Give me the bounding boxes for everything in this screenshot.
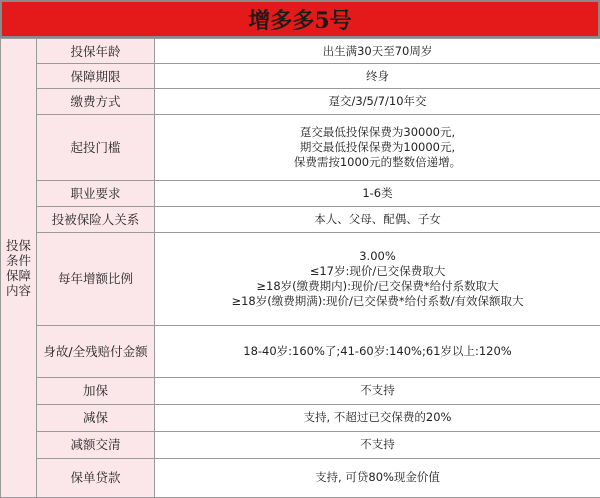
row-value xyxy=(155,64,600,89)
row-label: 职业要求 xyxy=(37,181,155,207)
row-value xyxy=(155,325,600,377)
table-row xyxy=(1,64,600,89)
table-row xyxy=(1,207,600,233)
row-label: 投保年龄 xyxy=(37,39,155,64)
table-row xyxy=(1,431,600,458)
table-row xyxy=(1,325,600,377)
value-line: 终身 xyxy=(366,68,389,83)
value-line: 1-6类 xyxy=(362,186,393,201)
value-line: 趸交最低投保保费为30000元, xyxy=(299,125,456,140)
table-row xyxy=(1,89,600,115)
row-value xyxy=(155,404,600,431)
row-label: 减保 xyxy=(37,404,155,431)
row-label: 起投门槛 xyxy=(37,115,155,181)
value-line: ≥18岁(缴费期满):现价/已交保费*给付系数/有效保额取大 xyxy=(231,293,524,308)
value-line: 本人、父母、配偶、子女 xyxy=(314,212,441,227)
row-label: 保单贷款 xyxy=(37,458,155,497)
row-value xyxy=(155,181,600,207)
table-row xyxy=(1,181,600,207)
row-label: 保障期限 xyxy=(37,64,155,89)
table-row xyxy=(1,233,600,325)
table-row xyxy=(1,458,600,497)
row-value xyxy=(155,233,600,325)
spec-table xyxy=(0,38,600,498)
value-line: 期交最低投保保费为10000元, xyxy=(299,140,456,155)
value-line: 18-40岁:160%了;41-60岁:140%;61岁以上:120% xyxy=(243,343,512,358)
row-value xyxy=(155,431,600,458)
row-label: 每年增额比例 xyxy=(37,233,155,325)
row-label: 加保 xyxy=(37,377,155,404)
row-value xyxy=(155,115,600,181)
row-label: 投被保险人关系 xyxy=(37,207,155,233)
row-value xyxy=(155,89,600,115)
row-value xyxy=(155,458,600,497)
value-line: ≥18岁(缴费期内):现价/已交保费*给付系数取大 xyxy=(256,278,499,293)
product-title: 增多多5号 xyxy=(0,0,600,38)
value-line: ≤17岁:现价/已交保费取大 xyxy=(309,263,446,278)
value-line: 趸交/3/5/7/10年交 xyxy=(328,94,427,109)
row-value xyxy=(155,39,600,64)
value-line: 不支持 xyxy=(360,383,395,398)
value-line: 出生满30天至70周岁 xyxy=(322,43,433,58)
value-line: 支持, 可贷80%现金价值 xyxy=(315,470,440,485)
table-row xyxy=(1,377,600,404)
row-value xyxy=(155,207,600,233)
row-label: 减额交清 xyxy=(37,431,155,458)
value-line: 保费需按1000元的整数倍递增。 xyxy=(293,155,462,170)
table-row xyxy=(1,39,600,64)
value-line: 支持, 不超过已交保费的20% xyxy=(303,410,452,425)
table-row xyxy=(1,115,600,181)
row-label: 缴费方式 xyxy=(37,89,155,115)
table-row xyxy=(1,404,600,431)
row-label: 身故/全残赔付金额 xyxy=(37,325,155,377)
group-label: 投保条件保障内容 xyxy=(1,39,37,498)
row-value xyxy=(155,377,600,404)
value-line: 3.00% xyxy=(359,248,396,263)
value-line: 不支持 xyxy=(360,437,395,452)
